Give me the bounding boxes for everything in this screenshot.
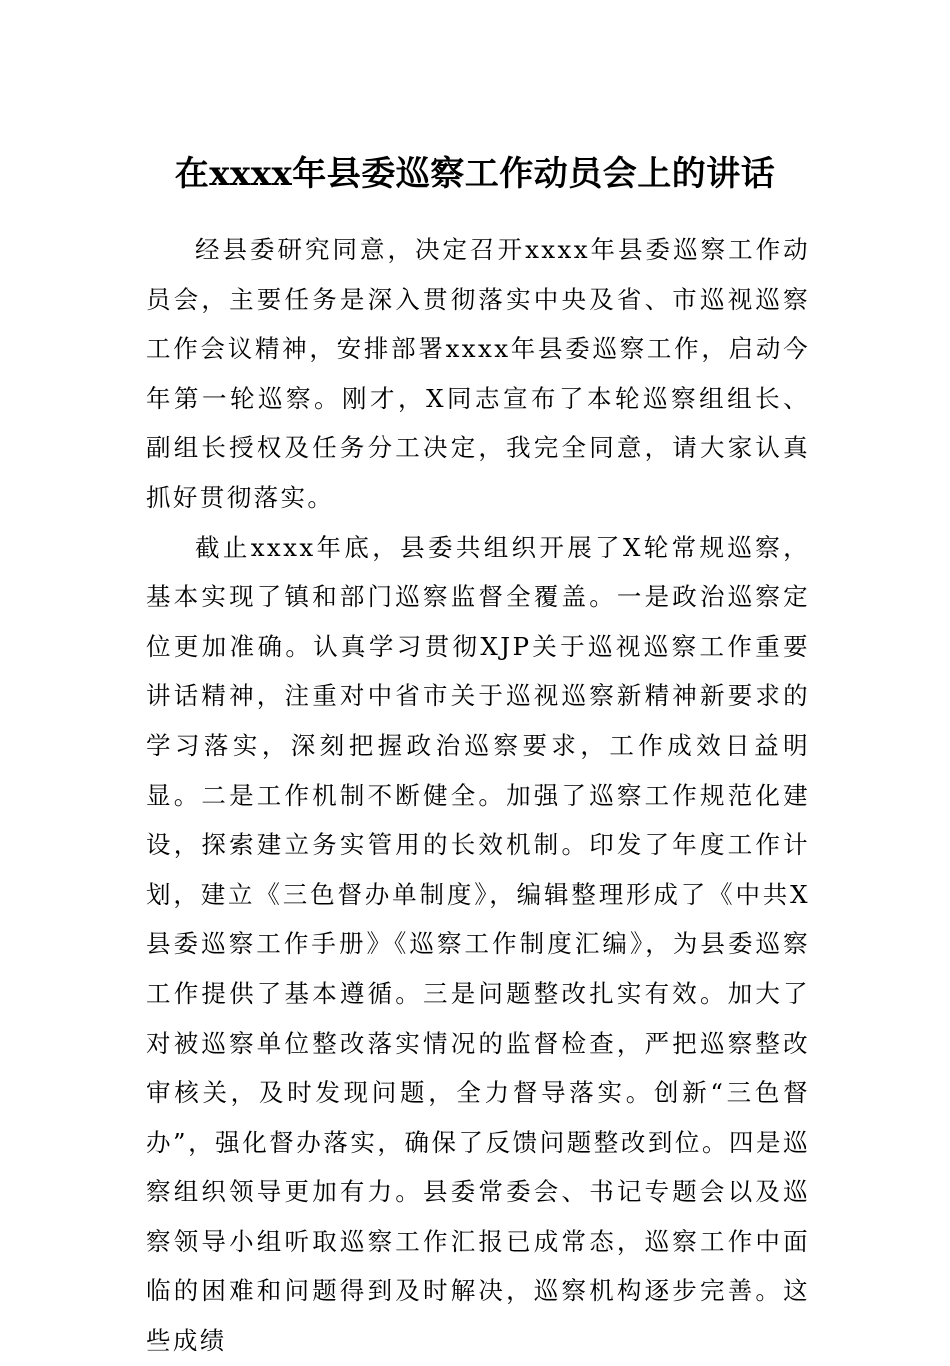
paragraph-1: 经县委研究同意，决定召开xxxx年县委巡察工作动员会，主要任务是深入贯彻落实中央及省、市巡视巡察工作会议精神，安排部署xxxx年县委巡察工作，启动今年第一轮巡察。刚才，X同志宣布了本轮巡察组组长、副组长授权及任务分工决定，我完全同意，请大家认真抓好贯彻落实。 [146, 235, 810, 512]
paragraph-2: 截止xxxx年底，县委共组织开展了X轮常规巡察，基本实现了镇和部门巡察监督全覆盖。一是政治巡察定位更加准确。认真学习贯彻XJP关于巡视巡察工作重要讲话精神，注重对中省市关于巡视巡察新精神新要求的学习落实，深刻把握政治巡察要求，工作成效日益明显。二是工作机制不断健全。加强了巡察工作规范化建设，探索建立务实管用的长效机制。印发了年度工作计划，建立《三色督办单制度》，编辑整理形成了《中共X县委巡察工作手册》《巡察工作制度汇编》，为县委巡察工作提供了基本遵循。三是问题整改扎实有效。加大了对被巡察单位整改落实情况的监督检查，严把巡察整改审核关，及时发现问题，全力督导落实。创新“三色督办”，强化督办落实，确保了反馈问题整改到位。四是巡察组织领导更加有力。县委常委会、书记专题会以及巡察领导小组听取巡察工作汇报已成常态，巡察工作中面临的困难和问题得到及时解决，巡察机构逐步完善。这些成绩 [146, 532, 810, 1356]
document-body [146, 225, 810, 1366]
document-title: 在xxxx年县委巡察工作动员会上的讲话 [174, 154, 776, 194]
